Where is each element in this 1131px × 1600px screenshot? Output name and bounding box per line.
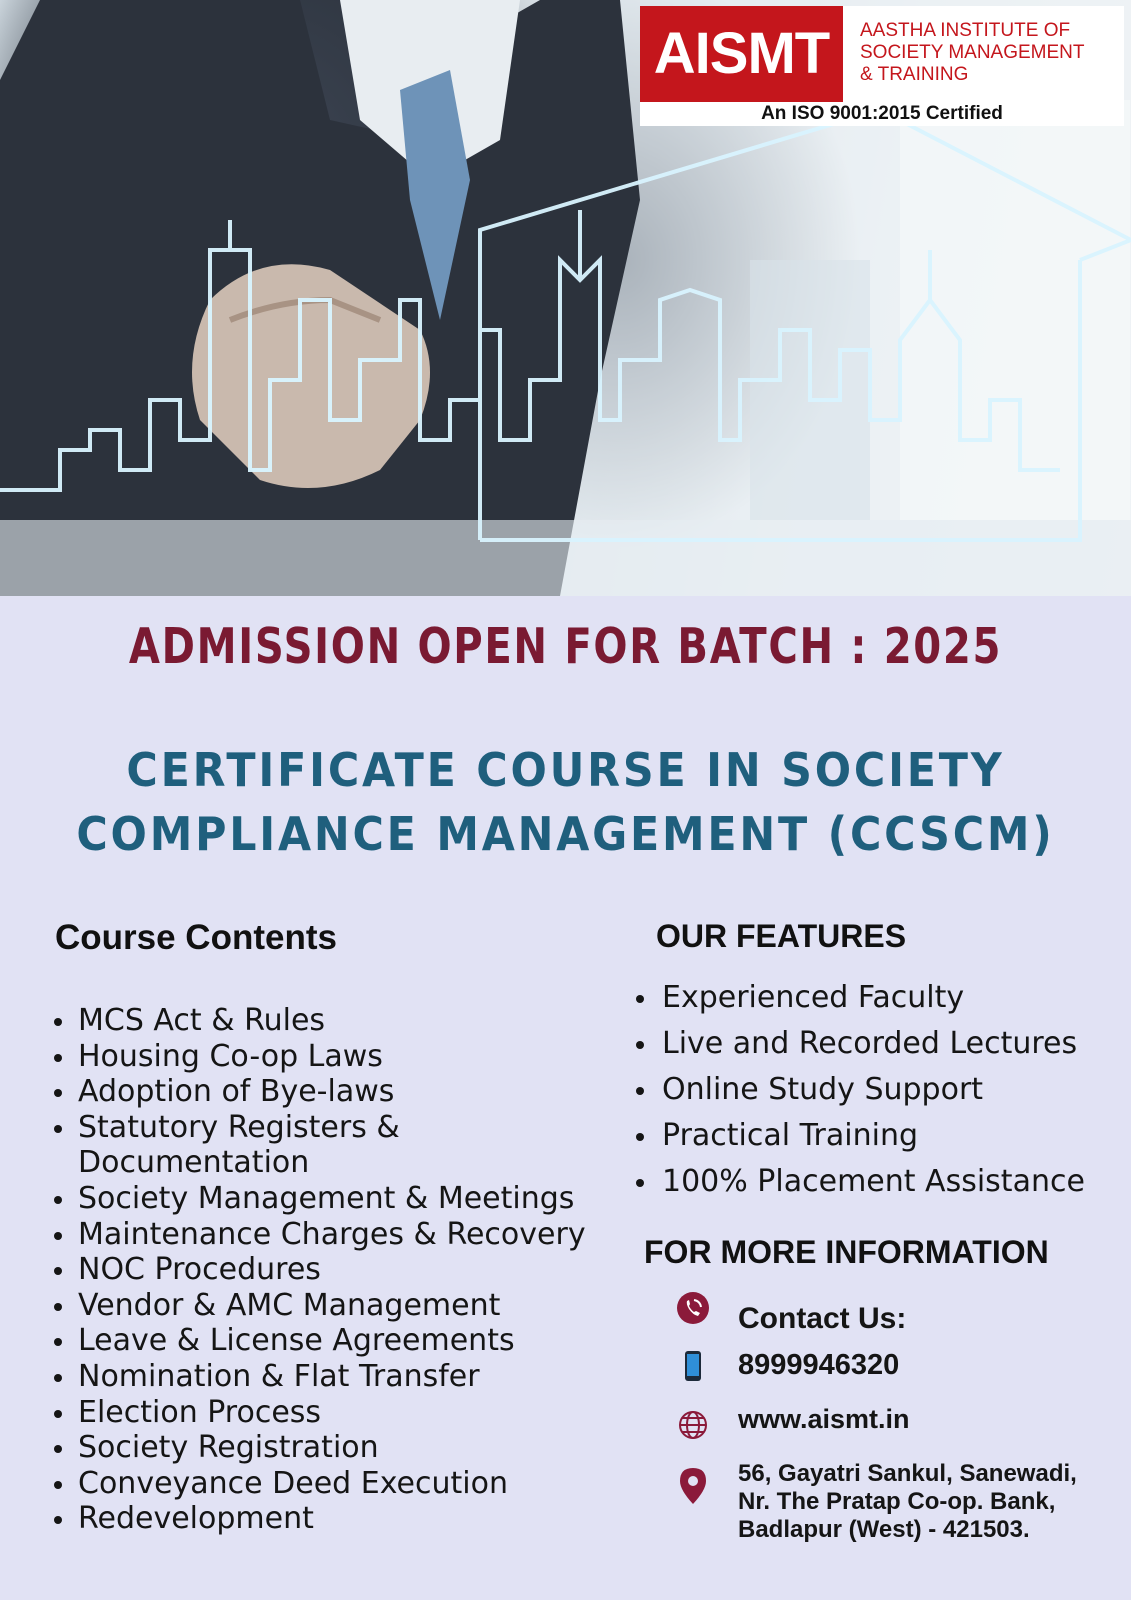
hero-image — [0, 0, 1131, 596]
logo-abbreviation: AISMT — [640, 6, 843, 102]
course-contents-heading: Course Contents — [55, 918, 337, 957]
list-item: Statutory Registers & — [54, 1110, 586, 1146]
list-item: Redevelopment — [54, 1501, 586, 1537]
admission-banner: ADMISSION OPEN FOR BATCH : 2025 — [128, 618, 1003, 675]
more-info-heading: FOR MORE INFORMATION — [644, 1234, 1049, 1270]
phone-ring-icon — [676, 1291, 710, 1325]
list-item: MCS Act & Rules — [54, 1003, 586, 1039]
address-line: Nr. The Pratap Co-op. Bank, — [738, 1488, 1056, 1515]
logo-name-line: SOCIETY MANAGEMENT — [860, 42, 1085, 63]
list-item: Experienced Faculty — [636, 975, 1085, 1021]
list-item: Conveyance Deed Execution — [54, 1466, 586, 1502]
list-item: Election Process — [54, 1395, 586, 1431]
logo-name-line: AASTHA INSTITUTE OF — [860, 20, 1071, 41]
course-title-line: COMPLIANCE MANAGEMENT (CCSCM) — [76, 807, 1055, 861]
course-title-line: CERTIFICATE COURSE IN SOCIETY — [126, 743, 1005, 797]
list-item: Maintenance Charges & Recovery — [54, 1217, 586, 1253]
globe-icon — [676, 1408, 710, 1442]
phone-number[interactable]: 8999946320 — [738, 1349, 900, 1381]
list-item: Vendor & AMC Management — [54, 1288, 586, 1324]
contact-label: Contact Us: — [738, 1302, 907, 1335]
website-link[interactable]: www.aismt.in — [738, 1404, 910, 1434]
list-item: Society Management & Meetings — [54, 1181, 586, 1217]
list-item: Leave & License Agreements — [54, 1323, 586, 1359]
course-contents-list — [54, 1003, 586, 1537]
list-item: Nomination & Flat Transfer — [54, 1359, 586, 1395]
logo-institute-name — [860, 20, 1120, 86]
features-list — [636, 975, 1085, 1205]
iso-certification: An ISO 9001:2015 Certified — [761, 103, 1003, 124]
list-item: Live and Recorded Lectures — [636, 1021, 1085, 1067]
course-title — [0, 738, 1131, 866]
mobile-phone-icon — [676, 1349, 710, 1383]
list-item: NOC Procedures — [54, 1252, 586, 1288]
list-item: Adoption of Bye-laws — [54, 1074, 586, 1110]
list-item: Housing Co-op Laws — [54, 1039, 586, 1075]
list-item: Practical Training — [636, 1113, 1085, 1159]
address — [738, 1460, 1077, 1544]
aismt-logo — [640, 6, 1124, 126]
list-item: Online Study Support — [636, 1067, 1085, 1113]
list-item-continuation: Documentation — [78, 1145, 310, 1181]
address-line: 56, Gayatri Sankul, Sanewadi, — [738, 1460, 1077, 1487]
location-pin-icon — [676, 1466, 710, 1506]
address-line: Badlapur (West) - 421503. — [738, 1516, 1030, 1543]
logo-name-line: & TRAINING — [860, 64, 969, 85]
list-item: 100% Placement Assistance — [636, 1159, 1085, 1205]
features-heading: OUR FEATURES — [656, 918, 907, 954]
list-item: Society Registration — [54, 1430, 586, 1466]
